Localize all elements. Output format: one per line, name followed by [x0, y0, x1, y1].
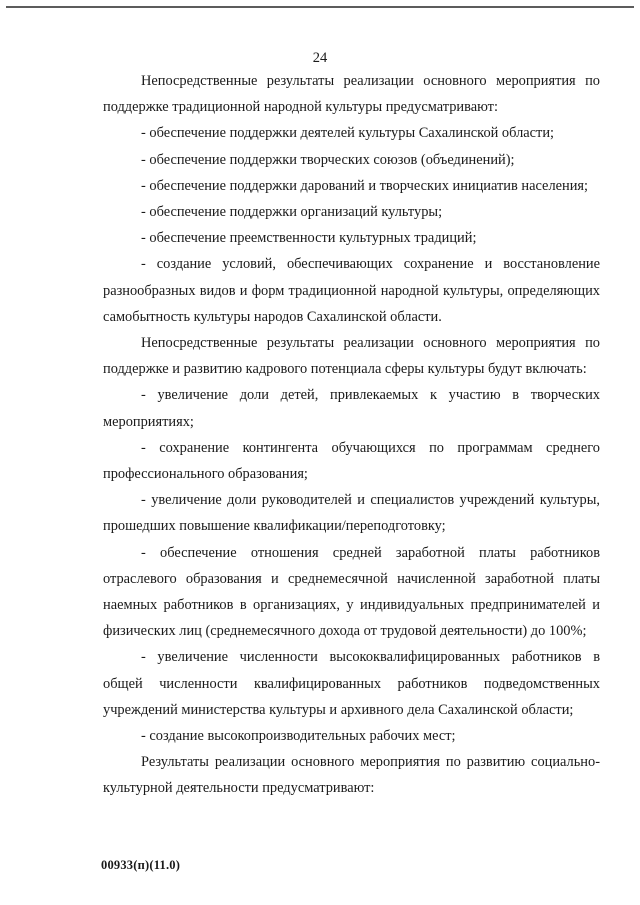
- list-item: - обеспечение поддержки организаций культуры;: [141, 204, 443, 221]
- paragraph-intro-folk-culture: Непосредственные результаты реализации основного мероприятия по поддержке традиционной народной культуры предусматривают:: [103, 73, 600, 116]
- document-body: [103, 68, 600, 802]
- list-item: - сохранение контингента обучающихся по программам среднего профессионального образования;: [103, 439, 600, 483]
- list-item: - увеличение доли руководителей и специалистов учреждений культуры, прошедших повышение квалификации/переподготовку;: [103, 492, 600, 535]
- paragraph-intro-personnel: Непосредственные результаты реализации основного мероприятия по поддержке и развитию кадрового потенциала сферы культуры будут включать:: [103, 335, 600, 378]
- page-number: 24: [312, 50, 328, 66]
- list-item: - создание условий, обеспечивающих сохранение и восстановление разнообразных видов и форм традиционной народной культуры, определяющих самобытность культуры народов Сахалинской области.: [103, 256, 600, 325]
- top-border-line: [6, 6, 634, 8]
- list-item: - обеспечение поддержки дарований и творческих инициатив населения;: [141, 177, 589, 194]
- paragraph-intro-sociocultural: Результаты реализации основного мероприятия по развитию социально-культурной деятельности предусматривают:: [103, 754, 600, 797]
- list-item: - обеспечение отношения средней заработной платы работников отраслевого образования и среднемесячной начисленной заработной платы наемных работников в организациях, у индивидуальных предпринимателей и физических лиц (среднемесячного дохода от трудовой деятельности) до 100%;: [103, 544, 600, 640]
- list-item: - создание высокопроизводительных рабочих мест;: [141, 728, 456, 745]
- list-item: - обеспечение поддержки деятелей культуры Сахалинской области;: [141, 125, 555, 142]
- list-item: - увеличение численности высококвалифицированных работников в общей численности квалифицированных работников подведомственных учреждений министерства культуры и архивного дела Сахалинской области;: [103, 649, 600, 718]
- footer-document-code: 00933(п)(11.0): [101, 858, 181, 872]
- list-item: - обеспечение преемственности культурных традиций;: [141, 230, 477, 247]
- list-item: - обеспечение поддержки творческих союзов (объединений);: [141, 151, 515, 168]
- list-item: - увеличение доли детей, привлекаемых к участию в творческих мероприятиях;: [103, 387, 600, 430]
